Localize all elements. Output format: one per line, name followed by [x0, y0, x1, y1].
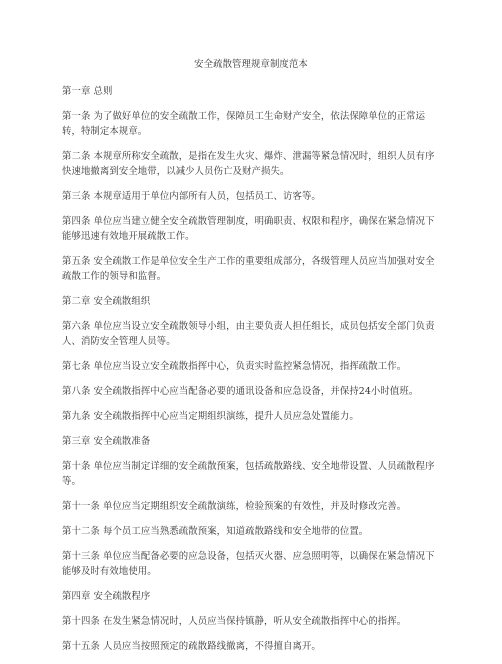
article-paragraph: 第九条 安全疏散指挥中心应当定期组织演练，提升人员应急处置能力。: [62, 411, 359, 422]
chapter-heading: 第一章 总则: [62, 86, 113, 97]
article-paragraph: 第七条 单位应当设立安全疏散指挥中心，负责实时监控紧急情况，指挥疏散工作。: [62, 361, 407, 372]
article-paragraph: 第一条 为了做好单位的安全疏散工作，保障员工生命财产安全，依法保障单位的正常运转，特制定本规章。: [62, 111, 426, 137]
article-paragraph: 第十四条 在发生紧急情况时，人员应当保持镇静，听从安全疏散指挥中心的指挥。: [62, 616, 407, 627]
article-paragraph: 第十二条 每个员工应当熟悉疏散预案，知道疏散路线和安全地带的位置。: [62, 526, 369, 537]
document-title: 安全疏散管理规章制度范本: [194, 59, 308, 70]
article-paragraph: 第五条 安全疏散工作是单位安全生产工作的重要组成部分，各级管理人员应当加强对安全疏散工作的领导和监督。: [62, 256, 435, 282]
article-paragraph: 第十三条 单位应当配备必要的应急设备，包括灭火器、应急照明等，以确保在紧急情况下能够及时有效地使用。: [62, 551, 435, 577]
article-paragraph: 第四条 单位应当建立健全安全疏散管理制度，明确职责、权限和程序，确保在紧急情况下能够迅速有效地开展疏散工作。: [62, 216, 435, 242]
article-paragraph: 第三条 本规章适用于单位内部所有人员，包括员工、访客等。: [62, 191, 321, 202]
article-paragraph: 第八条 安全疏散指挥中心应当配备必要的通讯设备和应急设备，并保持24小时值班。: [62, 386, 419, 397]
article-paragraph: 第十一条 单位应当定期组织安全疏散演练，检验预案的有效性，并及时修改完善。: [62, 501, 407, 512]
chapter-heading: 第二章 安全疏散组织: [62, 296, 151, 307]
chapter-heading: 第三章 安全疏散准备: [62, 436, 151, 447]
article-paragraph: 第二条 本规章所称安全疏散，是指在发生火灾、爆炸、泄漏等紧急情况时，组织人员有序快速地撤离到安全地带，以减少人员伤亡及财产损失。: [62, 151, 435, 177]
document-body: [62, 58, 440, 664]
chapter-heading: 第四章 安全疏散程序: [62, 591, 151, 602]
article-paragraph: 第十五条 人员应当按照预定的疏散路线撤离，不得擅自离开。: [62, 641, 321, 652]
article-paragraph: 第六条 单位应当设立安全疏散领导小组，由主要负责人担任组长，成员包括安全部门负责人、消防安全管理人员等。: [62, 321, 435, 347]
article-paragraph: 第十条 单位应当制定详细的安全疏散预案，包括疏散路线、安全地带设置、人员疏散程序等。: [62, 461, 435, 487]
